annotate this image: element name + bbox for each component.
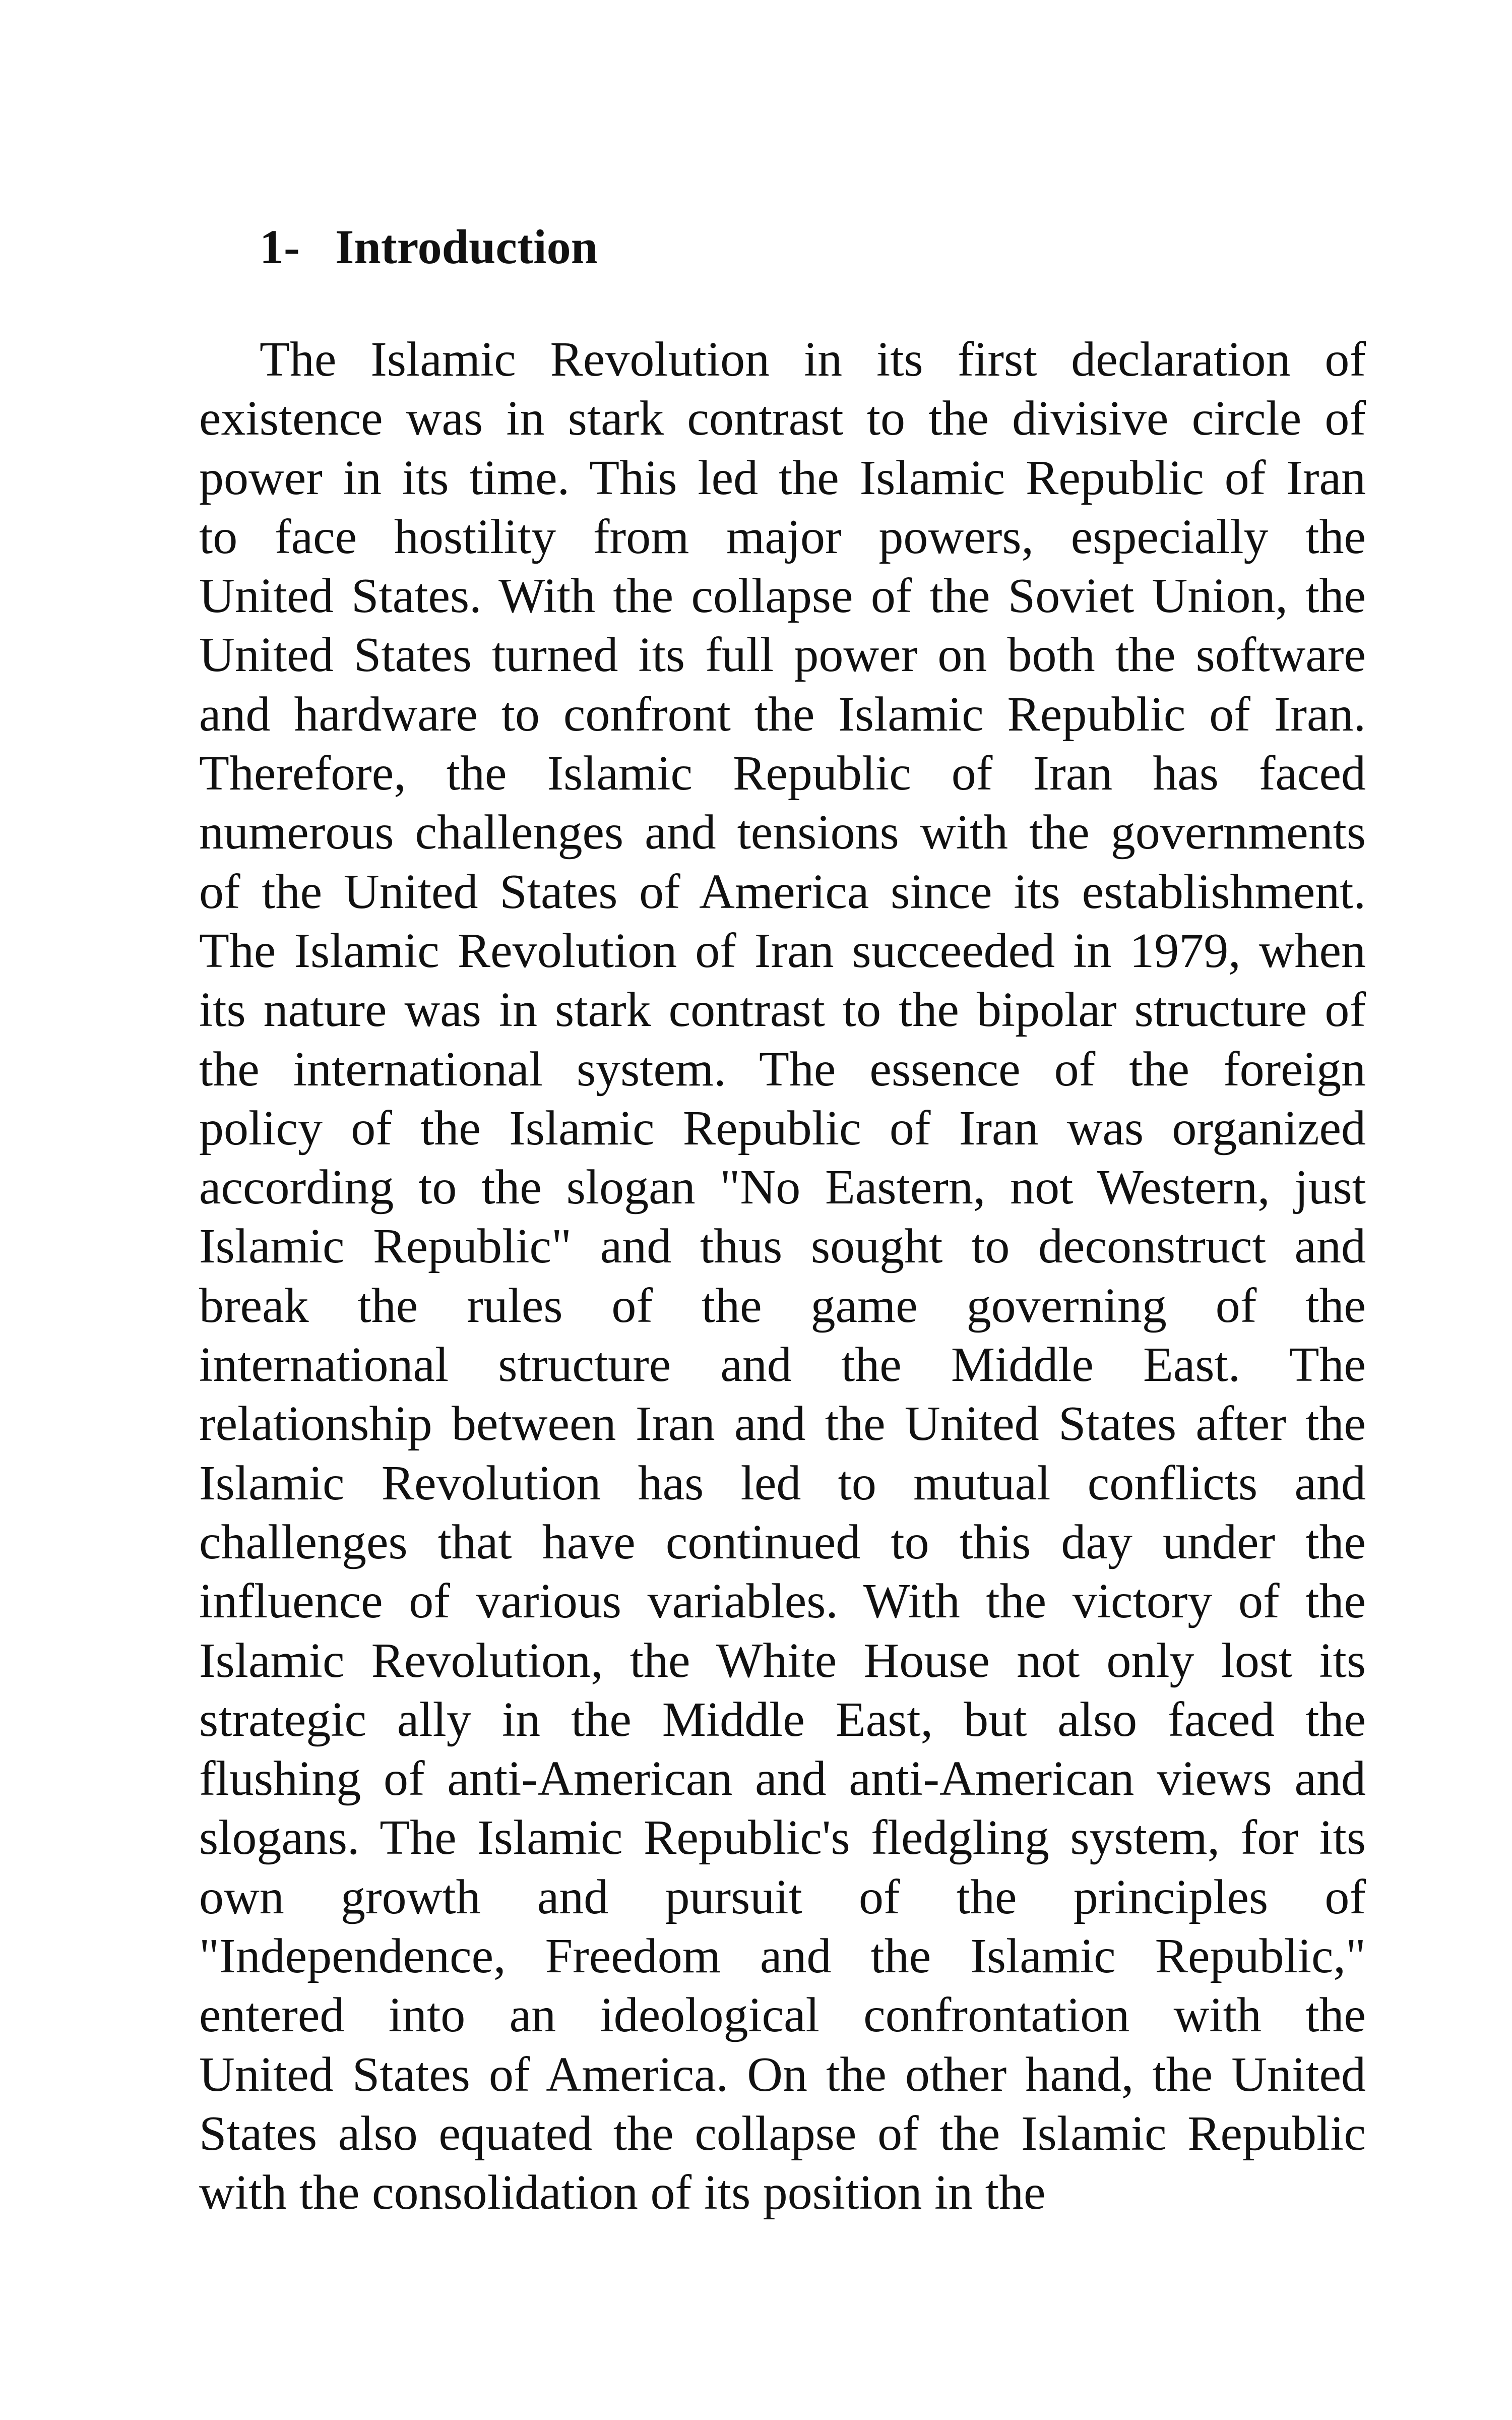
section-heading [260, 214, 598, 280]
paragraph-line: The Islamic Revolution in its first declaration of [260, 332, 1366, 387]
paragraph-line: "Independence, Freedom and the Islamic Republic," [199, 1929, 1366, 1984]
paragraph-line: Islamic Republic" and thus sought to deconstruct and [199, 1219, 1366, 1274]
paragraph-line: own growth and pursuit of the principles of [199, 1869, 1366, 1924]
paragraph-line: challenges that have continued to this day under the [199, 1515, 1366, 1569]
paragraph-line: Islamic Revolution, the White House not only lost its [199, 1633, 1366, 1688]
paragraph-line: power in its time. This led the Islamic Republic of Iran [199, 450, 1366, 505]
paragraph-line: existence was in stark contrast to the divisive circle of [199, 391, 1366, 446]
paragraph-line: slogans. The Islamic Republic's fledgling system, for its [199, 1810, 1366, 1865]
paragraph-line: with the consolidation of its position in the [199, 2165, 1046, 2220]
paragraph-line: strategic ally in the Middle East, but also faced the [199, 1692, 1366, 1747]
paragraph-line: The Islamic Revolution of Iran succeeded in 1979, when [199, 923, 1366, 978]
paragraph-line: flushing of anti-American and anti-American views and [199, 1751, 1366, 1806]
paragraph-line: the international system. The essence of the foreign [199, 1042, 1366, 1097]
paragraph-line: according to the slogan "No Eastern, not Western, just [199, 1160, 1366, 1215]
paragraph-line: international structure and the Middle East. The [199, 1338, 1366, 1393]
paragraph-line: States also equated the collapse of the Islamic Republic [199, 2106, 1366, 2161]
section-title: Introduction [335, 220, 598, 274]
paragraph-line: Islamic Revolution has led to mutual conflicts and [199, 1456, 1366, 1510]
paragraph-line: entered into an ideological confrontation with the [199, 1988, 1366, 2043]
paragraph-line: and hardware to confront the Islamic Republic of Iran. [199, 687, 1366, 742]
paragraph-line: United States. With the collapse of the Soviet Union, the [199, 569, 1366, 624]
paragraph-line: its nature was in stark contrast to the bipolar structure of [199, 983, 1366, 1038]
paragraph-line: numerous challenges and tensions with the governments [199, 805, 1366, 860]
body-paragraph [199, 330, 1366, 2223]
paragraph-line: relationship between Iran and the United States after the [199, 1397, 1366, 1451]
paragraph-line: break the rules of the game governing of the [199, 1278, 1366, 1333]
paragraph-line: policy of the Islamic Republic of Iran was organized [199, 1101, 1366, 1156]
section-number: 1- [260, 220, 300, 274]
paragraph-line: United States turned its full power on both the software [199, 628, 1366, 683]
paragraph-line: United States of America. On the other hand, the United [199, 2047, 1366, 2102]
paragraph-line: Therefore, the Islamic Republic of Iran has faced [199, 746, 1366, 801]
paragraph-line: influence of various variables. With the victory of the [199, 1574, 1366, 1629]
paragraph-line: to face hostility from major powers, especially the [199, 509, 1366, 564]
paragraph-line: of the United States of America since its establishment. [199, 864, 1366, 919]
